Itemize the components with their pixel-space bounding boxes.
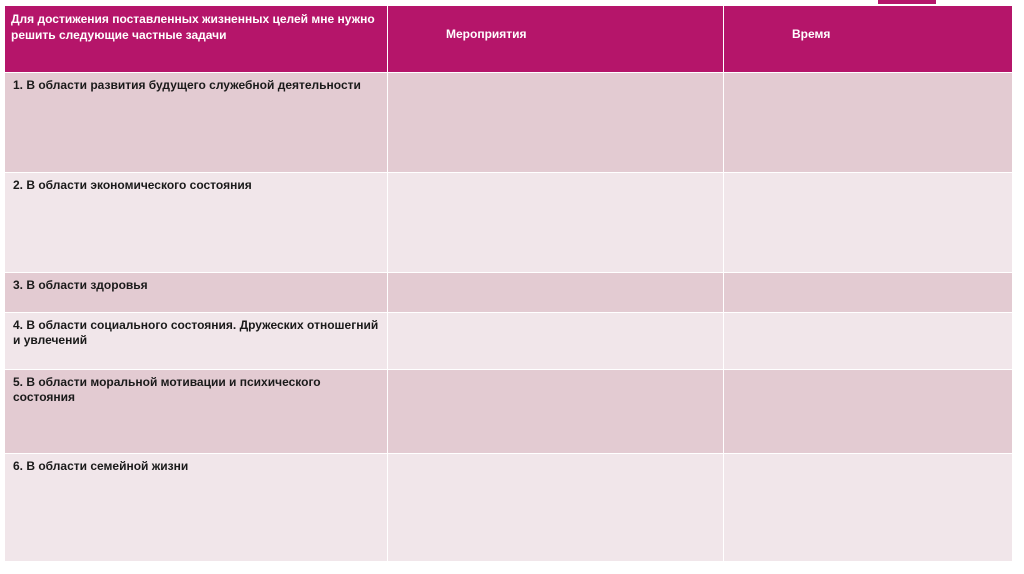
corner-accent-bar — [878, 0, 936, 4]
time-value — [724, 313, 1012, 318]
area-cell — [5, 370, 388, 454]
events-value — [388, 454, 723, 459]
table-row — [5, 73, 1013, 173]
events-cell[interactable] — [388, 370, 724, 454]
events-value — [388, 273, 723, 278]
time-cell[interactable] — [724, 370, 1013, 454]
time-value — [724, 73, 1012, 78]
header-goals-cell — [5, 6, 388, 73]
table-row — [5, 370, 1013, 454]
table-row — [5, 313, 1013, 370]
events-value — [388, 313, 723, 318]
time-cell[interactable] — [724, 313, 1013, 370]
time-cell[interactable] — [724, 73, 1013, 173]
events-value — [388, 173, 723, 178]
table-header-row — [5, 6, 1013, 73]
header-goals-label: Для достижения поставленных жизненных целей мне нужно решить следующие частные задачи — [11, 12, 375, 42]
area-label: 5. В области моральной мотивации и психического состояния — [13, 375, 321, 404]
header-events-label: Мероприятия — [446, 27, 527, 41]
area-label: 6. В области семейной жизни — [13, 459, 189, 473]
events-cell[interactable] — [388, 173, 724, 273]
area-cell — [5, 73, 388, 173]
time-cell[interactable] — [724, 454, 1013, 562]
table-row — [5, 454, 1013, 562]
events-cell[interactable] — [388, 73, 724, 173]
area-cell — [5, 454, 388, 562]
events-cell[interactable] — [388, 313, 724, 370]
area-label: 3. В области здоровья — [13, 278, 148, 292]
header-time-label: Время — [792, 27, 831, 41]
time-value — [724, 273, 1012, 278]
area-label: 4. В области социального состояния. Дружеских отношегний и увлечений — [13, 318, 379, 347]
area-label: 1. В области развития будущего служебной деятельности — [13, 78, 361, 92]
time-cell[interactable] — [724, 173, 1013, 273]
area-label: 2. В области экономического состояния — [13, 178, 252, 192]
table-row — [5, 173, 1013, 273]
events-cell[interactable] — [388, 454, 724, 562]
area-cell — [5, 273, 388, 313]
time-value — [724, 454, 1012, 459]
events-value — [388, 370, 723, 375]
time-value — [724, 173, 1012, 178]
events-value — [388, 73, 723, 78]
time-cell[interactable] — [724, 273, 1013, 313]
header-time-cell — [724, 6, 1013, 73]
area-cell — [5, 313, 388, 370]
life-goals-table — [4, 5, 1013, 562]
header-events-cell — [388, 6, 724, 73]
time-value — [724, 370, 1012, 375]
area-cell — [5, 173, 388, 273]
events-cell[interactable] — [388, 273, 724, 313]
table-row — [5, 273, 1013, 313]
